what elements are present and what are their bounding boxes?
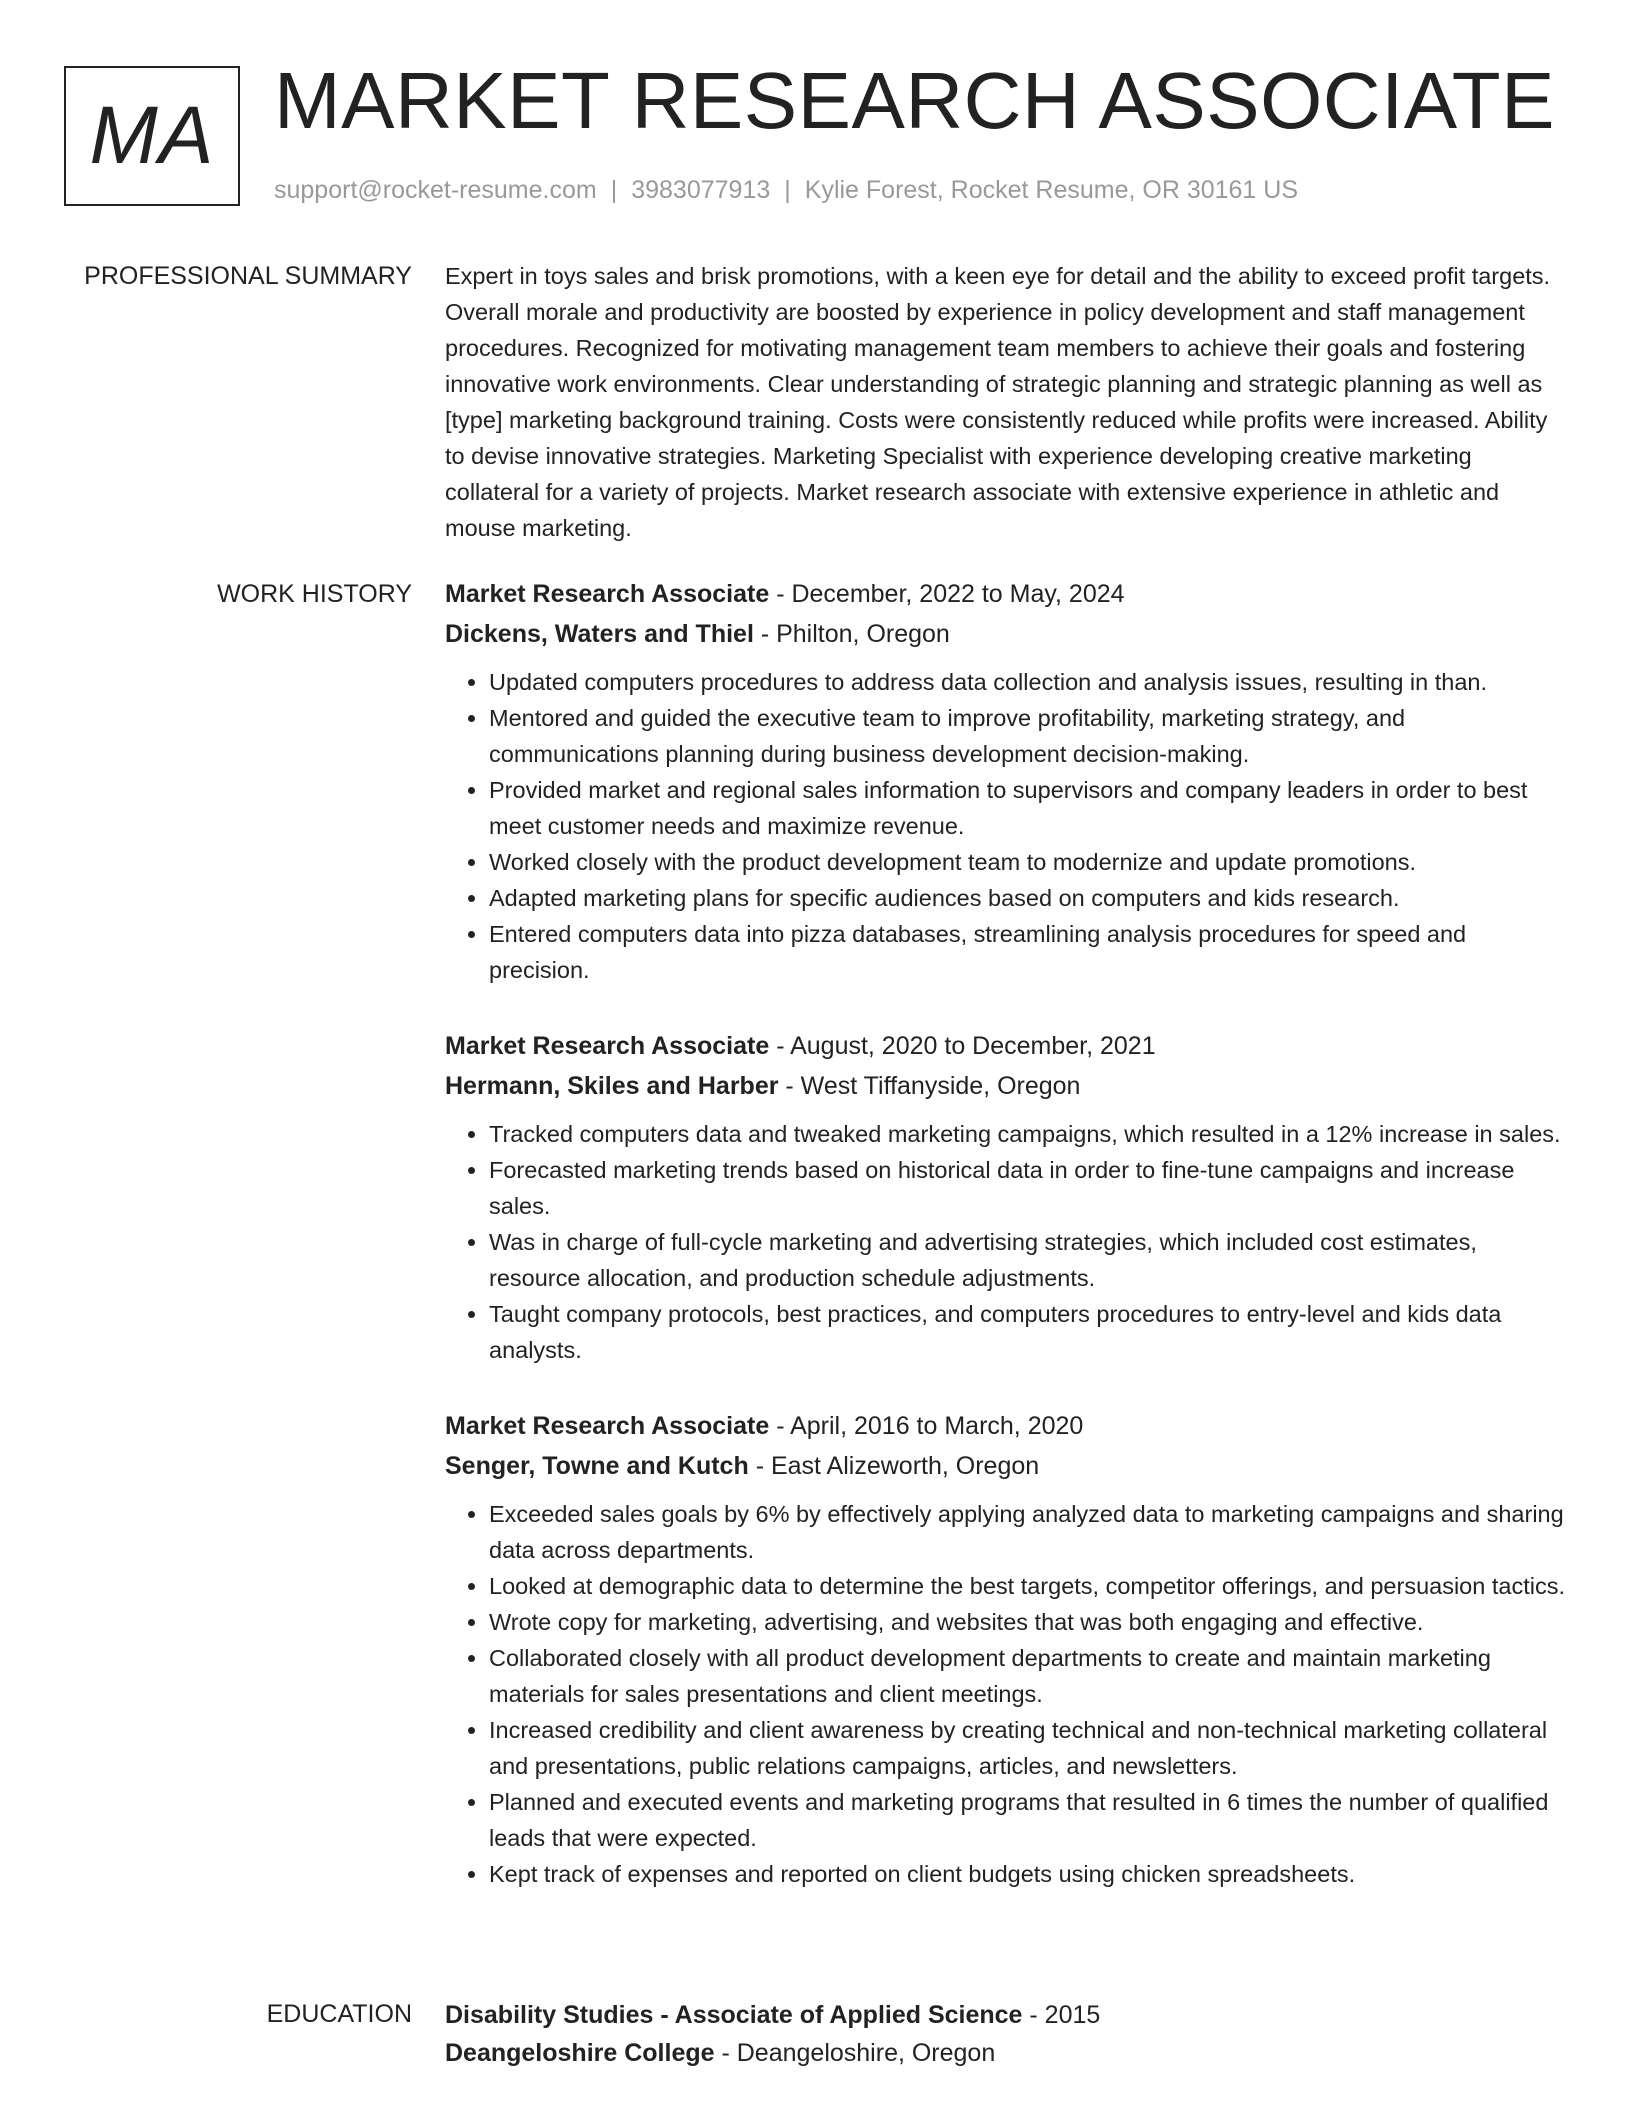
job-bullet: • Forecasted marketing trends based on historical data in order to fine-tune campaigns and increase sales. (489, 1152, 1565, 1224)
job-bullet: • Wrote copy for marketing, advertising, and websites that was both engaging and effective. (489, 1604, 1565, 1640)
job-bullet: • Planned and executed events and marketing programs that resulted in 6 times the number of qualified leads that were expected. (489, 1784, 1565, 1856)
job-bullet: • Was in charge of full-cycle marketing and advertising strategies, which included cost estimates, resource allocation, and production schedule adjustments. (489, 1224, 1565, 1296)
job-location: - East Alizeworth, Oregon (748, 1452, 1040, 1480)
monogram-logo: MA (64, 66, 240, 206)
job-company-line (445, 614, 1565, 654)
job-bullets (445, 1116, 1565, 1368)
job-location: - West Tiffanyside, Oregon (778, 1072, 1081, 1100)
contact-line (274, 174, 1298, 206)
job-bullet: • Taught company protocols, best practices, and computers procedures to entry-level and kids data analysts. (489, 1296, 1565, 1368)
job-bullet: • Entered computers data into pizza databases, streamlining analysis procedures for speed and precision. (489, 916, 1565, 988)
job-bullets (445, 664, 1565, 988)
job-bullet: • Mentored and guided the executive team to improve profitability, marketing strategy, and communications planning during business development decision-making. (489, 700, 1565, 772)
education-body (445, 1996, 1565, 2072)
job-role: Market Research Associate (445, 1412, 770, 1440)
job-bullet: • Tracked computers data and tweaked marketing campaigns, which resulted in a 12% increase in sales. (489, 1116, 1565, 1152)
job-company-line (445, 1066, 1565, 1106)
education-degree-line (445, 1996, 1565, 2034)
job-dates: - April, 2016 to March, 2020 (769, 1412, 1084, 1440)
job-bullet: • Worked closely with the product development team to modernize and update promotions. (489, 844, 1565, 880)
job-company: Hermann, Skiles and Harber (445, 1072, 779, 1100)
job-dates: - December, 2022 to May, 2024 (769, 580, 1125, 608)
job-entry (445, 1026, 1565, 1368)
job-bullet: • Kept track of expenses and reported on client budgets using chicken spreadsheets. (489, 1856, 1565, 1892)
education-heading: EDUCATION (266, 2000, 412, 2028)
job-role-line (445, 1026, 1565, 1066)
job-bullet: • Adapted marketing plans for specific audiences based on computers and kids research. (489, 880, 1565, 916)
job-company-line (445, 1446, 1565, 1486)
job-bullets (445, 1496, 1565, 1892)
work-history-heading: WORK HISTORY (217, 580, 412, 608)
contact-email: support@rocket-resume.com (274, 176, 597, 204)
job-bullet: • Exceeded sales goals by 6% by effectively applying analyzed data to marketing campaigns and sharing data across departments. (489, 1496, 1565, 1568)
education-location: - Deangeloshire, Oregon (714, 2039, 996, 2067)
job-bullet: • Increased credibility and client awareness by creating technical and non-technical marketing collateral and presentations, public relations campaigns, articles, and newsletters. (489, 1712, 1565, 1784)
job-bullet: • Collaborated closely with all product development departments to create and maintain marketing materials for sales presentations and client meetings. (489, 1640, 1565, 1712)
education-year: - 2015 (1022, 2001, 1101, 2029)
education-school-line (445, 2034, 1565, 2072)
job-location: - Philton, Oregon (753, 620, 950, 648)
contact-separator: | (610, 176, 618, 204)
work-history-body (445, 574, 1565, 1930)
summary-body (445, 258, 1565, 546)
job-role: Market Research Associate (445, 1032, 770, 1060)
education-degree: Disability Studies - Associate of Applied Science (445, 2001, 1023, 2029)
summary-text: Expert in toys sales and brisk promotions, with a keen eye for detail and the ability to exceed profit targets. Overall morale and productivity are boosted by experience in policy development and staff management procedures. Recognized for motivating management team members to achieve their goals and fostering innovative work environments. Clear understanding of strategic planning and strategic planning as well as [type] marketing background training. Costs were consistently reduced while profits were increased. Ability to devise innovative strategies. Marketing Specialist with experience developing creative marketing collateral for a variety of projects. Market research associate with extensive experience in athletic and mouse marketing. (445, 263, 1551, 541)
resume-title: MARKET RESEARCH ASSOCIATE (274, 56, 1555, 145)
job-role: Market Research Associate (445, 580, 770, 608)
job-company: Senger, Towne and Kutch (445, 1452, 749, 1480)
job-role-line (445, 1406, 1565, 1446)
job-role-line (445, 574, 1565, 614)
job-entry (445, 1406, 1565, 1892)
job-dates: - August, 2020 to December, 2021 (769, 1032, 1156, 1060)
contact-phone: 3983077913 (631, 176, 771, 204)
contact-separator: | (784, 176, 791, 204)
summary-heading: PROFESSIONAL SUMMARY (84, 262, 412, 290)
contact-address: Kylie Forest, Rocket Resume, OR 30161 US (804, 176, 1299, 204)
job-bullet: • Updated computers procedures to address data collection and analysis issues, resulting in than. (489, 664, 1565, 700)
education-school: Deangeloshire College (445, 2039, 715, 2067)
job-bullet: • Provided market and regional sales information to supervisors and company leaders in order to best meet customer needs and maximize revenue. (489, 772, 1565, 844)
job-bullet: • Looked at demographic data to determine the best targets, competitor offerings, and persuasion tactics. (489, 1568, 1565, 1604)
job-company: Dickens, Waters and Thiel (445, 620, 754, 648)
job-entry (445, 574, 1565, 988)
